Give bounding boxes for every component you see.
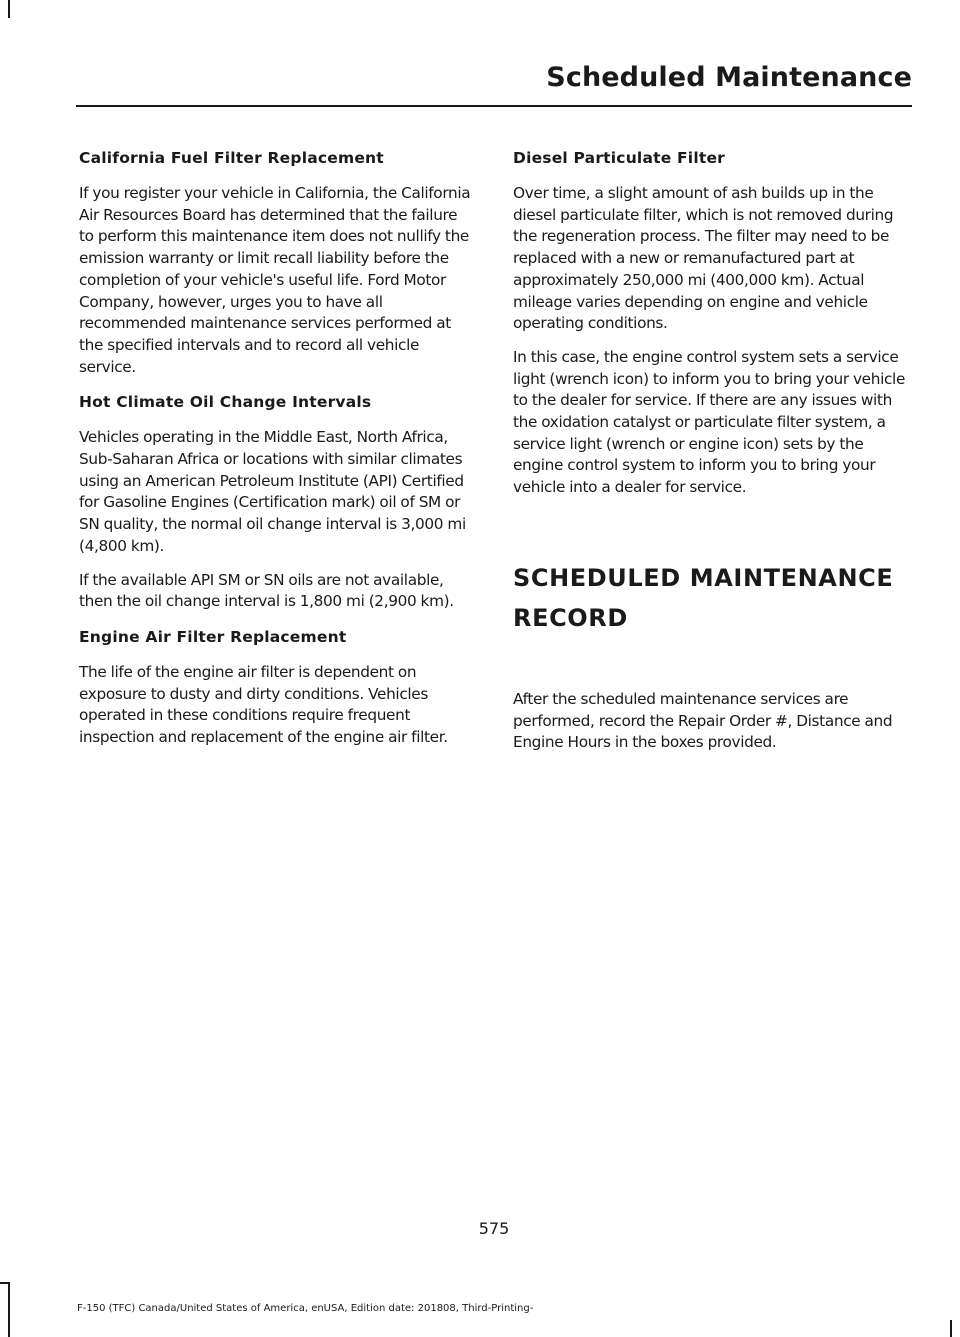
crop-mark-top-left	[8, 0, 10, 18]
crop-mark-bottom-left-h	[0, 1282, 10, 1284]
paragraph-engine-air-filter: The life of the engine air filter is dependent on exposure to dusty and dirty conditions. Vehicles operated in these conditions require frequent inspection and replacement of the engine air filter.	[79, 662, 448, 747]
paragraph-maintenance-record: After the scheduled maintenance services are performed, record the Repair Order #, Distance and Engine Hours in the boxes provided.	[513, 689, 893, 752]
page-title: Scheduled Maintenance	[546, 62, 912, 93]
section-heading-california-fuel-filter: California Fuel Filter Replacement	[79, 149, 384, 167]
page-number: 575	[478, 1219, 510, 1238]
paragraph-california-fuel-filter: If you register your vehicle in California, the California Air Resources Board has determined that the failure to perform this maintenance item does not nullify the emission warranty or limit recall liability before the completion of your vehicle's useful life. Ford Motor Company, however, urges you to have all recommended maintenance services performed at the specified intervals and to record all vehicle service.	[79, 184, 471, 376]
paragraph-hot-climate-oil-2: If the available API SM or SN oils are not available, then the oil change interval is 1,800 mi (2,900 km).	[79, 570, 454, 611]
paragraph-diesel-particulate-filter-2: In this case, the engine control system sets a service light (wrench icon) to inform you to bring your vehicle to the dealer for service. If there are any issues with the oxidation catalyst or particulate filter system, a service light (wrench or engine icon) sets by the engine control system to inform you to bring your vehicle into a dealer for service.	[513, 347, 905, 497]
section-heading-hot-climate-oil: Hot Climate Oil Change Intervals	[79, 393, 372, 412]
major-heading-scheduled-maintenance-record	[513, 529, 908, 668]
left-column	[79, 146, 474, 761]
paragraph-hot-climate-oil-1: Vehicles operating in the Middle East, North Africa, Sub-Saharan Africa or locations with similar climates using an American Petroleum Institute (API) Certified for Gasoline Engines (Certification mark) oil of SM or SN quality, the normal oil change interval is 3,000 mi (4,800 km).	[79, 428, 466, 555]
header-divider	[76, 105, 912, 107]
crop-mark-bottom-right	[950, 1320, 952, 1337]
major-heading-line1: SCHEDULED MAINTENANCE	[513, 563, 894, 592]
section-heading-engine-air-filter: Engine Air Filter Replacement	[79, 627, 347, 646]
paragraph-diesel-particulate-filter-1: Over time, a slight amount of ash builds up in the diesel particulate filter, which is not removed during the regeneration process. The filter may need to be replaced with a new or remanufactured part at approximately 250,000 mi (400,000 km). Actual mileage varies depending on engine and vehicle operating conditions.	[513, 184, 894, 333]
major-heading-line2: RECORD	[513, 603, 628, 632]
page-footer: F-150 (TFC) Canada/United States of America, enUSA, Edition date: 201808, Third-Printing-	[77, 1303, 534, 1314]
section-heading-diesel-particulate-filter: Diesel Particulate Filter	[513, 149, 726, 167]
crop-mark-bottom-left	[8, 1282, 10, 1337]
page-header	[76, 56, 912, 100]
right-column	[513, 146, 908, 766]
